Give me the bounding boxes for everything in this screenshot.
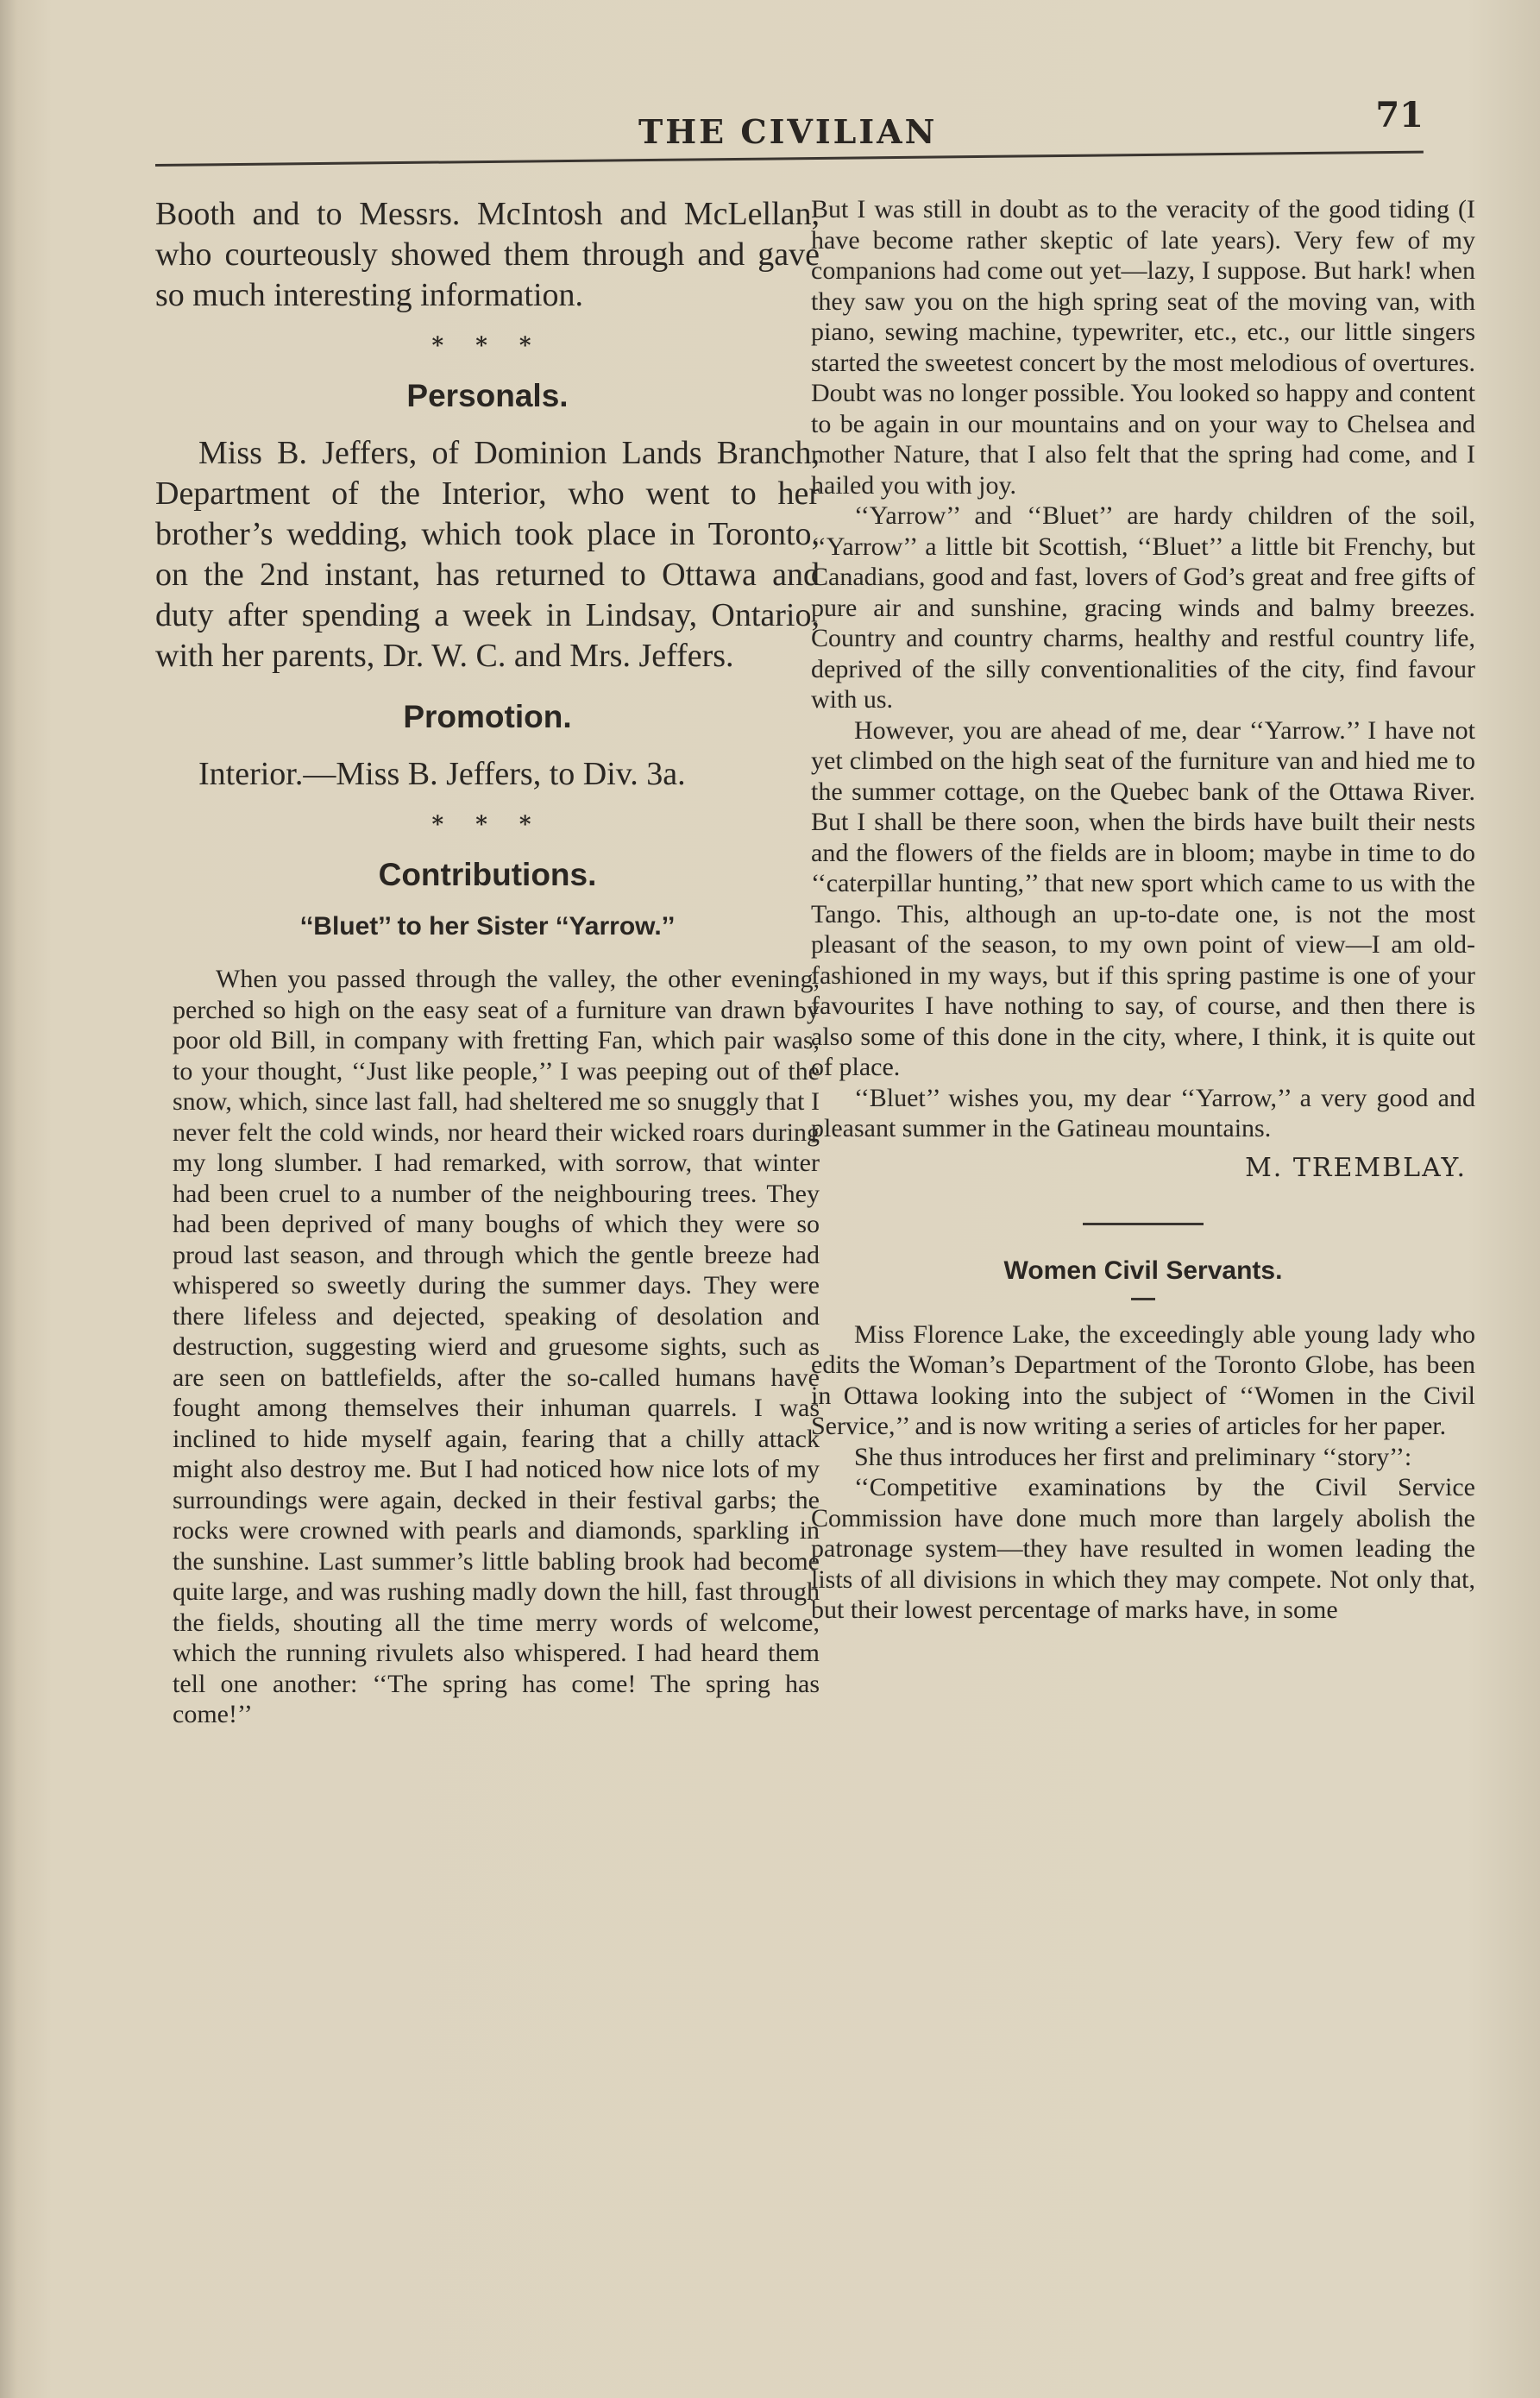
heading-dash: [1131, 1298, 1155, 1300]
section-divider: * * *: [431, 333, 544, 359]
women-paragraph-2: She thus introduces her first and preliminary ‘‘story’’:: [854, 1442, 1412, 1471]
contributions-heading: Contributions.: [378, 857, 597, 892]
section-divider-2: * * *: [431, 812, 544, 838]
promotion-paragraph: Interior.—Miss B. Jeffers, to Div. 3a.: [198, 756, 686, 792]
women-civil-servants-heading: Women Civil Servants.: [1003, 1256, 1283, 1285]
letter-title: ‘‘Bluet’’ to her Sister ‘‘Yarrow.’’: [299, 912, 676, 941]
continued-paragraph: Booth and to Messrs. McIntosh and McLellan, who courteously showed them through and gave so much interesting information.: [155, 196, 820, 313]
letter-paragraph-2: But I was still in doubt as to the veracity of the good tiding (I have become rather skeptic of late years). Very few of my companions had come out yet—lazy, I suppose. But hark! when they saw you on the high spring seat of the moving van, with piano, sewing machine, typewriter, etc., etc., our little singers started the sweetest concert by the most melodious of overtures. Doubt was no longer possible. You looked so happy and content to be again in our mountains and on your way to Chelsea and mother Nature, that I also felt that the spring had come, and I hailed you with joy.: [811, 195, 1475, 500]
letter-paragraph-5: ‘‘Bluet’’ wishes you, my dear ‘‘Yarrow,’’ a very good and pleasant summer in the Gatineau mountains.: [811, 1083, 1475, 1142]
letter-paragraph-1: When you passed through the valley, the other evening, perched so high on the easy seat of a furniture van drawn by poor old Bill, in company with fretting Fan, which pair was, to your thought, ‘‘Just like people,’’ I was peeping out of the snow, which, since last fall, had sheltered me so snuggly that I never felt the cold winds, nor heard their wicked roars during my long slumber. I had remarked, with sorrow, that winter had been cruel to a number of the neighbouring trees. They had been deprived of many boughs of which they were so proud last season, and through which the gentle breeze had whispered so sweetly during the summer days. They were there lifeless and dejected, speaking of desolation and destruction, suggesting wierd and gruesome sights, such as are seen on battlefields, after the so-called humans have fought among themselves their inhuman quarrels. I was inclined to hide myself again, fearing that a chilly attack might also destroy me. But I had noticed how nice lots of my surroundings were again, decked in their festival garbs; the rocks were crowned with pearls and diamonds, sparkling in the sunshine. Last summer’s little babling brook had become quite large, and was rushing madly down the hill, fast through the fields, shouting all the time merry words of welcome, which the running rivulets also whispered. I had heard them tell one another: ‘‘The spring has come! The spring has come!’’: [173, 965, 820, 1728]
left-column: [155, 194, 820, 1730]
signature: M. TREMBLAY.: [1245, 1152, 1467, 1183]
page-number: 71: [1375, 95, 1424, 135]
personals-paragraph: Miss B. Jeffers, of Dominion Lands Branch, Department of the Interior, who went to her brother’s wedding, which took place in Toronto, on the 2nd instant, has returned to Ottawa and duty after spending a week in Lindsay, Ontario, with her parents, Dr. W. C. and Mrs. Jeffers.: [155, 435, 820, 674]
personals-heading: Personals.: [406, 378, 569, 413]
women-paragraph-3: ‘‘Competitive examinations by the Civil Service Commission have done much more than largely abolish the patronage system—they have resulted in women leading the lists of all divisions in which they may compete. Not only that, but their lowest percentage of marks have, in some: [811, 1473, 1475, 1624]
article-separator: [1083, 1223, 1204, 1225]
promotion-heading: Promotion.: [403, 699, 572, 734]
right-column: [811, 194, 1475, 1626]
letter-paragraph-4: However, you are ahead of me, dear ‘‘Yarrow.’’ I have not yet climbed on the high seat of the furniture van and hied me to the summer cottage, on the Quebec bank of the Ottawa River. But I shall be there soon, when the birds have built their nests and the flowers of the fields are in bloom; maybe in time to do ‘‘caterpillar hunting,’’ that new sport which came to us with the Tango. This, although an up-to-date one, is not the most pleasant of the season, to my own point of view—I am old-fashioned in my ways, but if this spring pastime is one of your favourites I have nothing to say, of course, and then there is also some of this done in the city, where, I think, it is quite out of place.: [811, 715, 1475, 1081]
women-paragraph-1: Miss Florence Lake, the exceedingly able young lady who edits the Woman’s Department of the Toronto Globe, has been in Ottawa looking into the subject of ‘‘Women in the Civil Service,’’ and is now writing a series of articles for her paper.: [811, 1319, 1475, 1440]
running-title: THE CIVILIAN: [638, 112, 938, 151]
letter-paragraph-3: ‘‘Yarrow’’ and ‘‘Bluet’’ are hardy children of the soil, ‘‘Yarrow’’ a little bit Scottish, ‘‘Bluet’’ a little bit Frenchy, but Canadians, good and fast, lovers of God’s great and free gifts of pure air and sunshine, gracing winds and balmy breezes. Country and country charms, healthy and restful country life, deprived of the silly conventionalities of the city, find favour with us.: [811, 501, 1475, 714]
